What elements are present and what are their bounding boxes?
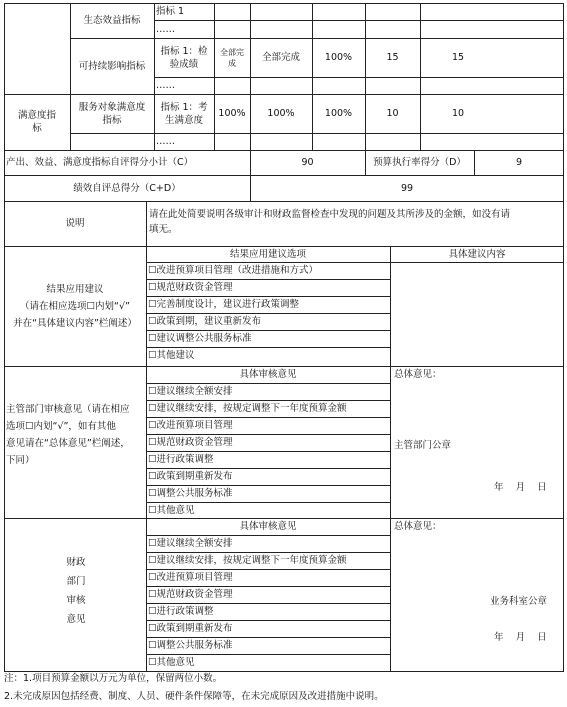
dept-label-1: 主管部门审核意见（请在相应 [6,404,130,415]
performance-evaluation-table [4,3,564,671]
result-content-header: 具体建议内容 [448,248,506,260]
dept-option-7[interactable]: ☐调整公共服务标准 [148,488,233,499]
result-label-2: （请在相应选项☐内划“√” [20,300,130,312]
dept-option-5[interactable]: ☐进行政策调整 [148,454,214,465]
budget-execution-value: 9 [515,157,523,168]
satisfaction-item: 指标 1：考生满意度 [160,101,208,126]
satisfaction-actual: 100% [267,108,295,119]
finance-option-8[interactable]: ☐其他意见 [148,657,195,668]
satisfaction-category: 满意度指标 [17,110,56,134]
row-line [154,20,564,21]
budget-execution-label: 预算执行率得分（D） [373,157,466,168]
satisfaction-score: 10 [451,108,465,119]
satisfaction-dots: …… [156,136,175,147]
dept-option-8[interactable]: ☐其他意见 [148,505,195,516]
dept-date: 年 月 日 [494,482,547,493]
finance-label-4: 意见 [66,614,86,625]
finance-label-3: 审核 [66,595,86,606]
explain-line-2: 填无。 [149,224,178,235]
subtotal-label: 产出、效益、满意度指标自评得分小计（C） [6,157,194,168]
row-line [154,77,564,78]
result-label [4,246,146,366]
finance-option-1[interactable]: ☐建议继续全额安排 [148,538,233,549]
result-option-1[interactable]: ☐改进预算项目管理（改进措施和方式） [148,265,319,276]
dept-option-3[interactable]: ☐改进预算项目管理 [148,420,233,431]
sustain-dots: …… [156,80,175,91]
result-label-3: 并在“具体建议内容”栏阐述） [13,317,137,329]
satisfaction-rate: 100% [324,108,353,119]
finance-option-2[interactable]: ☐建议继续安排，按规定调整下一年度预算金额 [148,555,347,566]
dept-label-4: 下同） [6,455,35,466]
explain-line-1: 请在此处简要说明各级审计和财政监督检查中发现的问题及其所涉及的金额，如没有请 [149,209,511,220]
explain-text [149,207,563,241]
finance-seal: 业务科室公章 [490,596,548,607]
sustain-target: 全部完成 [220,47,244,68]
total-score-label: 绩效自评总得分（C+D） [73,182,181,194]
sustain-actual: 全部完成 [261,52,300,63]
sustain-item-label: 指标 1：检验成绩 [160,45,208,70]
dept-label-2: 选项☐内划“√”，如有其他 [6,421,116,432]
eco-indicator-label: 生态效益指标 [83,15,141,26]
dept-option-2[interactable]: ☐建议继续安排，按规定调整下一年度预算金额 [148,403,347,414]
finance-option-7[interactable]: ☐调整公共服务标准 [148,640,233,651]
subtotal-value: 90 [301,157,314,168]
finance-label-2: 部门 [66,576,86,587]
satisfaction-target: 100% [218,108,246,119]
eco-item-label: 指标 1 [156,6,185,17]
result-option-2[interactable]: ☐规范财政资金管理 [148,282,233,293]
dept-review-label [4,401,146,481]
dept-option-4[interactable]: ☐规范财政资金管理 [148,437,233,448]
dept-option-6[interactable]: ☐政策到期重新发布 [148,471,233,482]
finance-option-5[interactable]: ☐进行政策调整 [148,606,214,617]
dept-label-3: 意见请在“总体意见”栏阐述， [6,438,130,449]
finance-review-label [56,553,96,633]
total-score-value: 99 [400,182,414,194]
finance-date: 年 月 日 [494,632,547,643]
finance-option-4[interactable]: ☐规范财政资金管理 [148,589,233,600]
result-option-6[interactable]: ☐其他建议 [148,350,195,361]
sustain-rate: 100% [324,52,353,63]
col-line [390,246,391,671]
result-option-5[interactable]: ☐建议调整公共服务标准 [148,333,252,344]
dept-option-1[interactable]: ☐建议继续全额安排 [148,386,233,397]
footnote-2: 2.未完成原因包括经费、制度、人员、硬件条件保障等，在未完成原因及改进措施中说明。 [4,691,384,702]
dept-overall-label: 总体意见： [394,369,442,380]
col-line [146,201,147,671]
sustain-score: 15 [451,52,465,63]
result-option-4[interactable]: ☐政策到期，建议重新发布 [148,316,262,327]
dept-specific-header: 具体审核意见 [239,369,297,380]
result-options-header: 结果应用建议选项 [229,248,306,260]
eco-dots: …… [156,23,175,35]
finance-label-1: 财政 [66,557,86,568]
finance-overall-label: 总体意见： [394,521,442,532]
explain-label: 说明 [65,218,85,229]
result-label-1: 结果应用建议 [46,283,104,295]
finance-option-3[interactable]: ☐改进预算项目管理 [148,572,233,583]
finance-option-6[interactable]: ☐政策到期重新发布 [148,623,233,634]
finance-specific-header: 具体审核意见 [239,521,297,532]
footnote-1: 注：1.项目预算金额以万元为单位，保留两位小数。 [4,673,223,684]
satisfaction-indicator: 服务对象满意度指标 [78,101,146,126]
dept-seal: 主管部门公章 [394,440,452,451]
satisfaction-weight: 10 [386,108,399,119]
row-line [70,133,564,134]
sustain-weight: 15 [386,52,399,63]
result-option-3[interactable]: ☐完善制度设计，建议进行政策调整 [148,299,300,310]
sustain-indicator-label: 可持续影响指标 [78,60,146,72]
